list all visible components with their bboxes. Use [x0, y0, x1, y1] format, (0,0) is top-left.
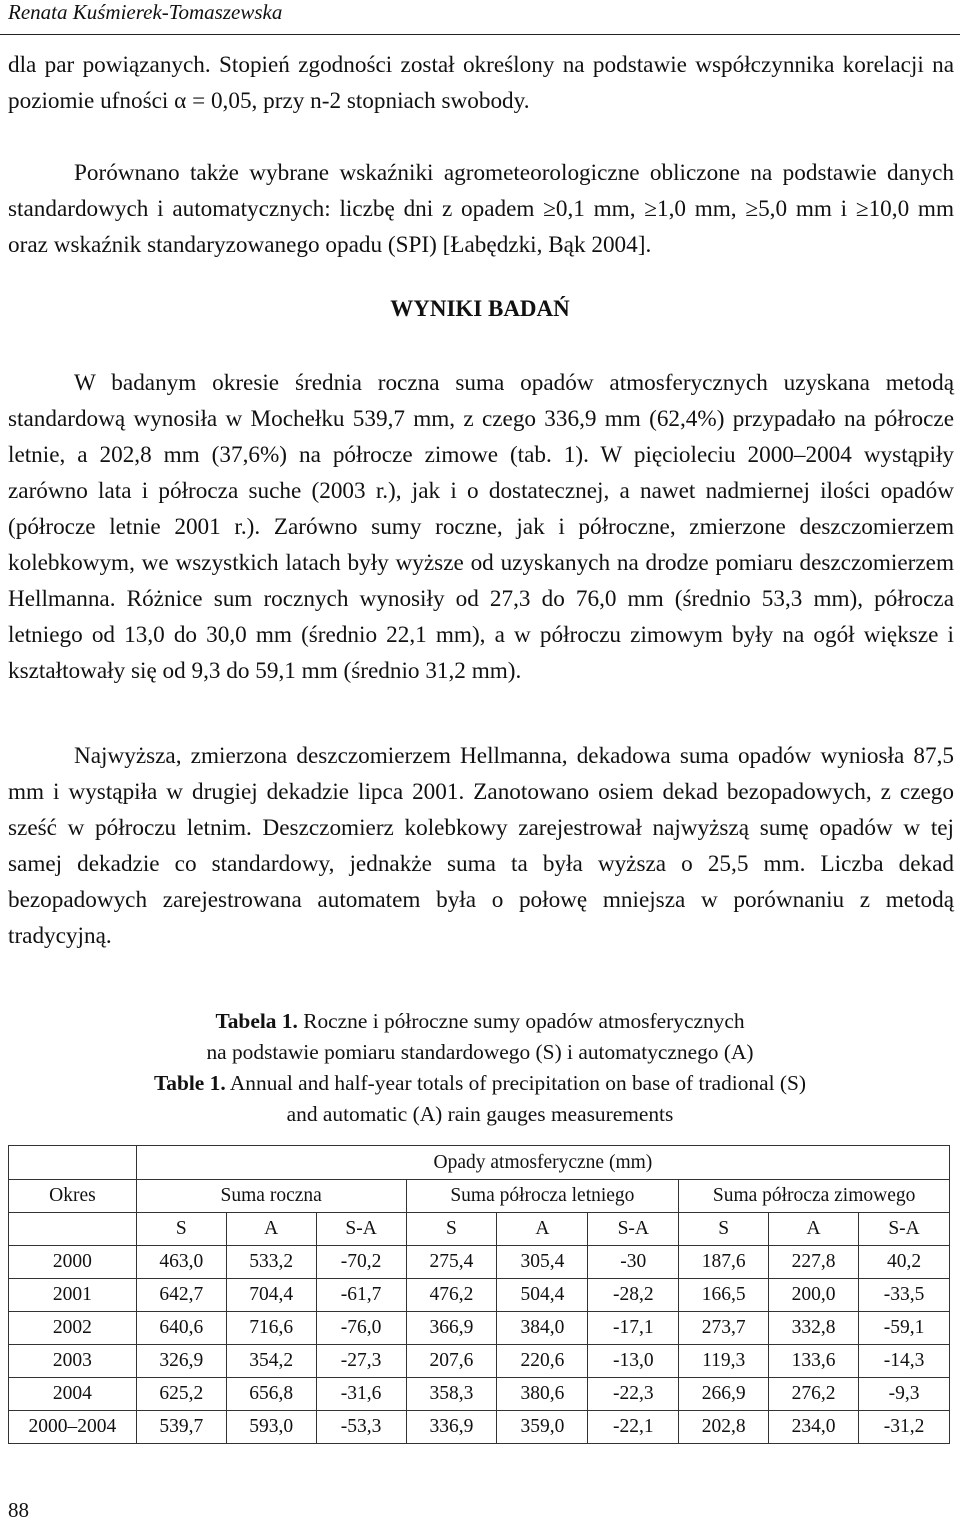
table-row — [9, 1378, 950, 1411]
value-cell: 359,0 — [497, 1411, 588, 1444]
value-cell: -31,2 — [859, 1411, 950, 1444]
value-cell: -17,1 — [588, 1312, 679, 1345]
value-cell: -14,3 — [859, 1345, 950, 1378]
value-cell: 380,6 — [497, 1378, 588, 1411]
value-cell: 273,7 — [679, 1312, 769, 1345]
value-cell: -9,3 — [859, 1378, 950, 1411]
value-cell: 539,7 — [136, 1411, 226, 1444]
running-head-author: Renata Kuśmierek-Tomaszewska — [8, 0, 283, 24]
value-cell: 266,9 — [679, 1378, 769, 1411]
page-number: 88 — [8, 1498, 29, 1522]
caption-pl-text-1: Roczne i półroczne sumy opadów atmosferycznych — [303, 1009, 745, 1033]
col-label: A — [497, 1213, 588, 1246]
caption-pl-label: Tabela 1. — [215, 1009, 298, 1033]
value-cell: 276,2 — [769, 1378, 859, 1411]
value-cell: -30 — [588, 1246, 679, 1279]
table-row — [9, 1345, 950, 1378]
value-cell: 200,0 — [769, 1279, 859, 1312]
period-cell: 2002 — [9, 1312, 137, 1345]
table-subheader-winter: Suma półrocza zimowego — [679, 1180, 950, 1213]
value-cell: -76,0 — [316, 1312, 406, 1345]
col-label: A — [769, 1213, 859, 1246]
caption-en-text-1: Annual and half-year totals of precipitation on base of tradional (S) — [229, 1071, 807, 1095]
period-cell: 2000–2004 — [9, 1411, 137, 1444]
table-row — [9, 1246, 950, 1279]
value-cell: -27,3 — [316, 1345, 406, 1378]
caption-en-label: Table 1. — [153, 1071, 226, 1095]
value-cell: -33,5 — [859, 1279, 950, 1312]
value-cell: 119,3 — [679, 1345, 769, 1378]
value-cell: 133,6 — [769, 1345, 859, 1378]
table-header-period: Okres — [9, 1180, 137, 1213]
period-cell: 2003 — [9, 1345, 137, 1378]
value-cell: 220,6 — [497, 1345, 588, 1378]
table-caption — [0, 1006, 960, 1130]
col-label: S-A — [316, 1213, 406, 1246]
caption-english-line-1 — [0, 1068, 960, 1099]
table-subheader-summer: Suma półrocza letniego — [406, 1180, 679, 1213]
value-cell: 463,0 — [136, 1246, 226, 1279]
table-row — [9, 1312, 950, 1345]
value-cell: 704,4 — [226, 1279, 316, 1312]
value-cell: -53,3 — [316, 1411, 406, 1444]
paragraph-2: Porównano także wybrane wskaźniki agrometeorologiczne obliczone na podstawie danych standardowych i automatycznych: liczbę dni z opadem ≥0,1 mm, ≥1,0 mm, ≥5,0 mm i ≥10,0 mm oraz wskaźnik standaryzowanego opadu (SPI) [Łabędzki, Bąk 2004]. — [8, 160, 954, 258]
value-cell: -22,3 — [588, 1378, 679, 1411]
value-cell: 642,7 — [136, 1279, 226, 1312]
period-cell: 2001 — [9, 1279, 137, 1312]
table-row — [9, 1279, 950, 1312]
value-cell: 533,2 — [226, 1246, 316, 1279]
value-cell: 227,8 — [769, 1246, 859, 1279]
value-cell: -61,7 — [316, 1279, 406, 1312]
caption-pl-text-2: na podstawie pomiaru standardowego (S) i automatycznego (A) — [206, 1040, 754, 1064]
col-label: S — [136, 1213, 226, 1246]
value-cell: -59,1 — [859, 1312, 950, 1345]
precipitation-table — [8, 1145, 950, 1444]
value-cell: 234,0 — [769, 1411, 859, 1444]
value-cell: 384,0 — [497, 1312, 588, 1345]
value-cell: 166,5 — [679, 1279, 769, 1312]
col-label: A — [226, 1213, 316, 1246]
period-cell: 2000 — [9, 1246, 137, 1279]
value-cell: 656,8 — [226, 1378, 316, 1411]
table-group-header: Opady atmosferyczne (mm) — [136, 1146, 949, 1180]
value-cell: 640,6 — [136, 1312, 226, 1345]
col-label: S-A — [859, 1213, 950, 1246]
col-label: S — [406, 1213, 497, 1246]
period-cell: 2004 — [9, 1378, 137, 1411]
value-cell: 326,9 — [136, 1345, 226, 1378]
col-label: S — [679, 1213, 769, 1246]
value-cell: 366,9 — [406, 1312, 497, 1345]
value-cell: 354,2 — [226, 1345, 316, 1378]
caption-polish-line-1 — [0, 1006, 960, 1037]
table-row-summary — [9, 1411, 950, 1444]
value-cell: -22,1 — [588, 1411, 679, 1444]
paragraph-1: dla par powiązanych. Stopień zgodności został określony na podstawie współczynnika korelacji na poziomie ufności α = 0,05, przy n-2 stopniach swobody. — [8, 52, 954, 114]
table-header-empty — [9, 1146, 137, 1180]
value-cell: -70,2 — [316, 1246, 406, 1279]
value-cell: -13,0 — [588, 1345, 679, 1378]
value-cell: 332,8 — [769, 1312, 859, 1345]
value-cell: 207,6 — [406, 1345, 497, 1378]
value-cell: -28,2 — [588, 1279, 679, 1312]
paragraph-4: Najwyższa, zmierzona deszczomierzem Hellmanna, dekadowa suma opadów wyniosła 87,5 mm i wystąpiła w drugiej dekadzie lipca 2001. Zanotowano osiem dekad bezopadowych, z czego sześć w półroczu letnim. Deszczomierz kolebkowy zarejestrował najwyższą sumę opadów w tej samej dekadzie co standardowy, jednakże suma ta była wyższa o 25,5 mm. Liczba dekad bezopadowych zarejestrowana automatem była o połowę mniejsza w porównaniu z metodą tradycyjną. — [8, 743, 954, 949]
paragraph-3: W badanym okresie średnia roczna suma opadów atmosferycznych uzyskana metodą standardową wynosiła w Mochełku 539,7 mm, z czego 336,9 mm (62,4%) przypadało na półrocze letnie, a 202,8 mm (37,6%) na półrocze zimowe (tab. 1). W pięcioleciu 2000–2004 wystąpiły zarówno lata i półrocza suche (2003 r.), jak i o dostatecznej, a nawet nadmiernej ilości opadów (półrocze letnie 2001 r.). Zarówno sumy roczne, jak i półroczne, zmierzone deszczomierzem kolebkowym, we wszystkich latach były wyższe od uzyskanych na drodze pomiaru deszczomierzem Hellmanna. Różnice sum rocznych wynosiły od 27,3 do 76,0 mm (średnio 53,3 mm), półrocza letniego od 13,0 do 30,0 mm (średnio 22,1 mm), a w półroczu zimowym były na ogół większe i kształtowały się od 9,3 do 59,1 mm (średnio 31,2 mm). — [8, 370, 954, 684]
table-subheader-annual: Suma roczna — [136, 1180, 406, 1213]
value-cell: 358,3 — [406, 1378, 497, 1411]
value-cell: 187,6 — [679, 1246, 769, 1279]
section-title: WYNIKI BADAŃ — [390, 296, 570, 321]
value-cell: 625,2 — [136, 1378, 226, 1411]
value-cell: 476,2 — [406, 1279, 497, 1312]
header-rule — [0, 34, 960, 35]
value-cell: 305,4 — [497, 1246, 588, 1279]
value-cell: 202,8 — [679, 1411, 769, 1444]
value-cell: 40,2 — [859, 1246, 950, 1279]
value-cell: 504,4 — [497, 1279, 588, 1312]
value-cell: 275,4 — [406, 1246, 497, 1279]
table-header-empty — [9, 1213, 137, 1246]
value-cell: 716,6 — [226, 1312, 316, 1345]
value-cell: 593,0 — [226, 1411, 316, 1444]
col-label: S-A — [588, 1213, 679, 1246]
caption-en-text-2: and automatic (A) rain gauges measurements — [286, 1102, 674, 1126]
value-cell: 336,9 — [406, 1411, 497, 1444]
value-cell: -31,6 — [316, 1378, 406, 1411]
